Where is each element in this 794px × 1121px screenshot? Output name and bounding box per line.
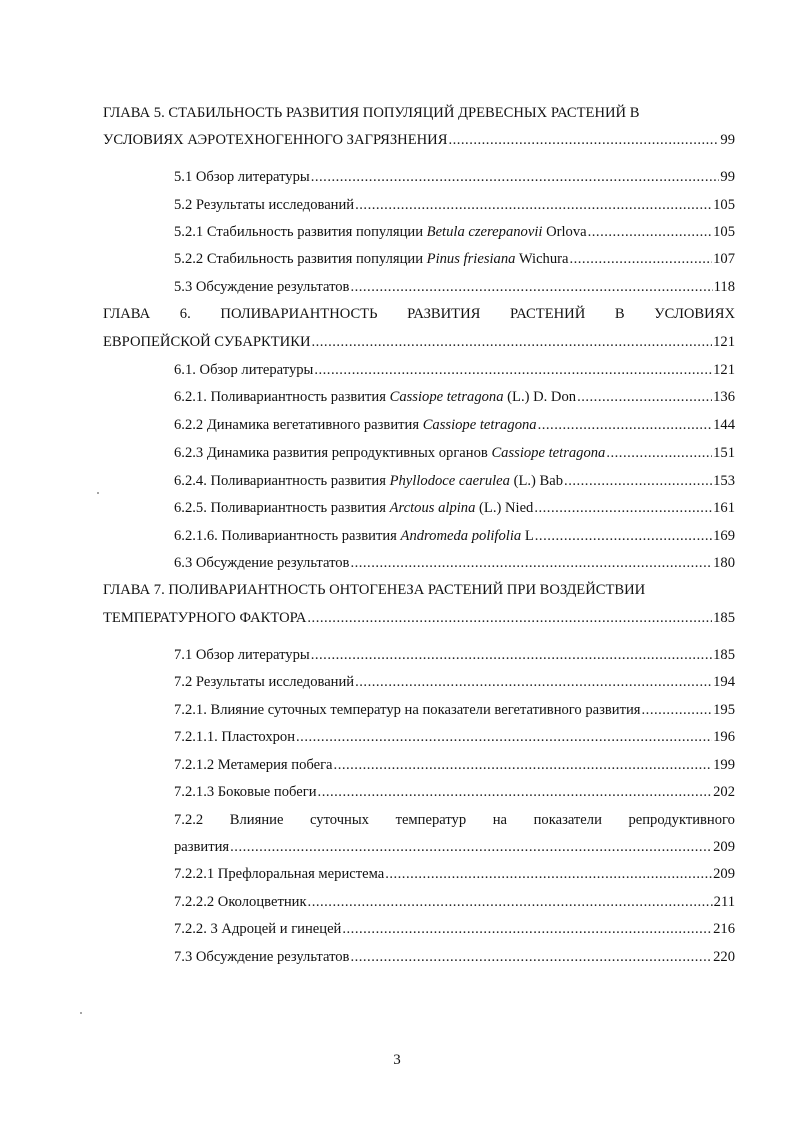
entry-page: 199 [713,757,735,773]
dot-leader [448,130,719,150]
entry-title: 7.2.2. 3 Адроцей и гинецей [174,921,342,937]
entry-page: 121 [713,334,735,350]
toc-entry-5-3[interactable] [174,277,735,297]
dot-leader [230,837,712,857]
dot-leader [314,360,712,380]
entry-title: 7.2.2.2 Околоцветник [174,894,307,910]
page-number: 3 [393,1052,401,1068]
entry-page: 121 [713,362,735,378]
entry-page: 118 [713,279,735,295]
toc-entry-6-3[interactable] [174,553,735,573]
toc-entry-6-2-2[interactable] [174,415,735,435]
entry-page: 209 [713,866,735,882]
entry-page: 161 [713,500,735,516]
entry-word: репродуктивного [628,812,735,828]
entry-page: 105 [713,224,735,240]
dot-leader [318,782,713,802]
dot-leader [311,332,712,352]
entry-word: на [492,812,508,828]
chapter7-title-line2[interactable] [103,608,735,628]
dot-leader [355,195,712,215]
toc-entry-7-2-2-3[interactable] [174,919,735,939]
toc-entry-6-2-1[interactable] [174,387,735,407]
entry-page: 216 [713,921,735,937]
toc-entry-7-2-2[interactable] [174,837,735,857]
entry-title: развития [174,839,230,855]
entry-title: 5.3 Обсуждение результатов [174,279,350,295]
title-word: 6. [179,306,191,322]
toc-entry-7-2-1-3[interactable] [174,782,735,802]
entry-title: 7.2.2.1 Префлоральная меристема [174,866,385,882]
toc-entry-7-2-2-1[interactable] [174,864,735,884]
title-word: ПОЛИВАРИАНТНОСТЬ [220,306,378,322]
chapter6-title-line2[interactable] [103,332,735,352]
dot-leader [606,443,712,463]
dot-leader [342,919,712,939]
entry-title: 6.2.3 Динамика развития репродуктивных органов Cassiope tetragona [174,445,606,461]
dot-leader [311,645,712,665]
title-word: ГЛАВА [103,306,151,322]
dot-leader [535,526,712,546]
title-word: В [614,306,625,322]
dot-leader [311,167,720,187]
dot-leader [569,249,712,269]
entry-title: 7.1 Обзор литературы [174,647,310,663]
dot-leader [350,947,712,967]
toc-entry-6-2-3[interactable] [174,443,735,463]
entry-title: 7.3 Обсуждение результатов [174,949,350,965]
toc-entry-6-2-4[interactable] [174,471,735,491]
dot-leader [534,498,712,518]
entry-word: 7.2.2 [174,812,204,828]
scan-speck [80,1012,82,1014]
entry-title: 7.2.1.3 Боковые побеги [174,784,317,800]
dot-leader [588,222,712,242]
entry-page: 180 [713,555,735,571]
entry-title: 7.2.1.2 Метамерия побега [174,757,333,773]
entry-title: 7.2.1. Влияние суточных температур на показатели вегетативного развития [174,702,641,718]
entry-word: показатели [533,812,602,828]
toc-entry-7-2-1-1[interactable] [174,727,735,747]
toc-entry-7-2-2-line1 [174,810,735,830]
entry-word: суточных [310,812,369,828]
dot-leader [296,727,712,747]
toc-entry-7-2[interactable] [174,672,735,692]
toc-entry-6-2-1-6[interactable] [174,526,735,546]
entry-title: 5.1 Обзор литературы [174,169,310,185]
entry-page: 107 [713,251,735,267]
dot-leader [642,700,713,720]
entry-word: Влияние [229,812,284,828]
entry-page: 153 [713,473,735,489]
dot-leader [350,277,712,297]
toc-entry-7-2-2-2[interactable] [174,892,735,912]
title-word: РАСТЕНИЙ [510,306,586,322]
entry-title: 5.2 Результаты исследований [174,197,355,213]
chapter5-title-line2[interactable] [103,130,735,150]
entry-page: 144 [713,417,735,433]
entry-page: 99 [720,169,735,185]
entry-title: 7.2.1.1. Пластохрон [174,729,296,745]
entry-page: 185 [713,610,735,626]
entry-title: 6.2.4. Поливариантность развития Phyllodoce caerulea (L.) Bab [174,473,564,489]
dot-leader [385,864,712,884]
entry-page: 151 [713,445,735,461]
chapter7-title-line1: ГЛАВА 7. ПОЛИВАРИАНТНОСТЬ ОНТОГЕНЕЗА РАСТЕНИЙ ПРИ ВОЗДЕЙСТВИИ [103,582,646,598]
entry-title: 6.3 Обсуждение результатов [174,555,350,571]
title-word: РАЗВИТИЯ [407,306,481,322]
toc-entry-6-1[interactable] [174,360,735,380]
entry-page: 196 [713,729,735,745]
toc-entry-7-1[interactable] [174,645,735,665]
entry-page: 211 [713,894,735,910]
entry-title: 7.2 Результаты исследований [174,674,355,690]
toc-entry-7-2-1-2[interactable] [174,755,735,775]
toc-entry-5-1[interactable] [174,167,735,187]
toc-entry-7-2-1[interactable] [174,700,735,720]
toc-entry-7-3[interactable] [174,947,735,967]
toc-entry-5-2[interactable] [174,195,735,215]
entry-page: 195 [713,702,735,718]
entry-title: 6.2.5. Поливариантность развития Arctous alpina (L.) Nied [174,500,534,516]
dot-leader [350,553,712,573]
toc-entry-6-2-5[interactable] [174,498,735,518]
title-word: УСЛОВИЯХ [654,306,735,322]
entry-title: ТЕМПЕРАТУРНОГО ФАКТОРА [103,610,307,626]
dot-leader [355,672,712,692]
dot-leader [538,415,713,435]
dot-leader [564,471,712,491]
entry-title: УСЛОВИЯХ АЭРОТЕХНОГЕННОГО ЗАГРЯЗНЕНИЯ [103,132,448,148]
chapter5-title-line1: ГЛАВА 5. СТАБИЛЬНОСТЬ РАЗВИТИЯ ПОПУЛЯЦИЙ ДРЕВЕСНЫХ РАСТЕНИЙ В [103,105,640,121]
dot-leader [307,608,712,628]
entry-page: 209 [713,839,735,855]
entry-title: 6.2.2 Динамика вегетативного развития Cassiope tetragona [174,417,537,433]
entry-title: 6.2.1.6. Поливариантность развития Andromeda polifolia L [174,528,534,544]
entry-word: температур [395,812,467,828]
entry-page: 99 [720,132,735,148]
dot-leader [577,387,712,407]
dot-leader [308,892,713,912]
entry-title: ЕВРОПЕЙСКОЙ СУБАРКТИКИ [103,334,311,350]
entry-page: 202 [713,784,735,800]
entry-page: 220 [713,949,735,965]
dot-leader [334,755,713,775]
entry-page: 185 [713,647,735,663]
entry-title: 6.2.1. Поливариантность развития Cassiope tetragona (L.) D. Don [174,389,577,405]
entry-page: 136 [713,389,735,405]
entry-title: 6.1. Обзор литературы [174,362,314,378]
entry-page: 105 [713,197,735,213]
entry-title: 5.2.2 Стабильность развития популяции Pinus friesiana Wichura [174,251,569,267]
toc-entry-5-2-2[interactable] [174,249,735,269]
entry-page: 169 [713,528,735,544]
entry-page: 194 [713,674,735,690]
scan-speck [97,492,99,494]
entry-title: 5.2.1 Стабильность развития популяции Betula czerepanovii Orlova [174,224,587,240]
chapter6-title-line1 [103,304,735,324]
toc-entry-5-2-1[interactable] [174,222,735,242]
